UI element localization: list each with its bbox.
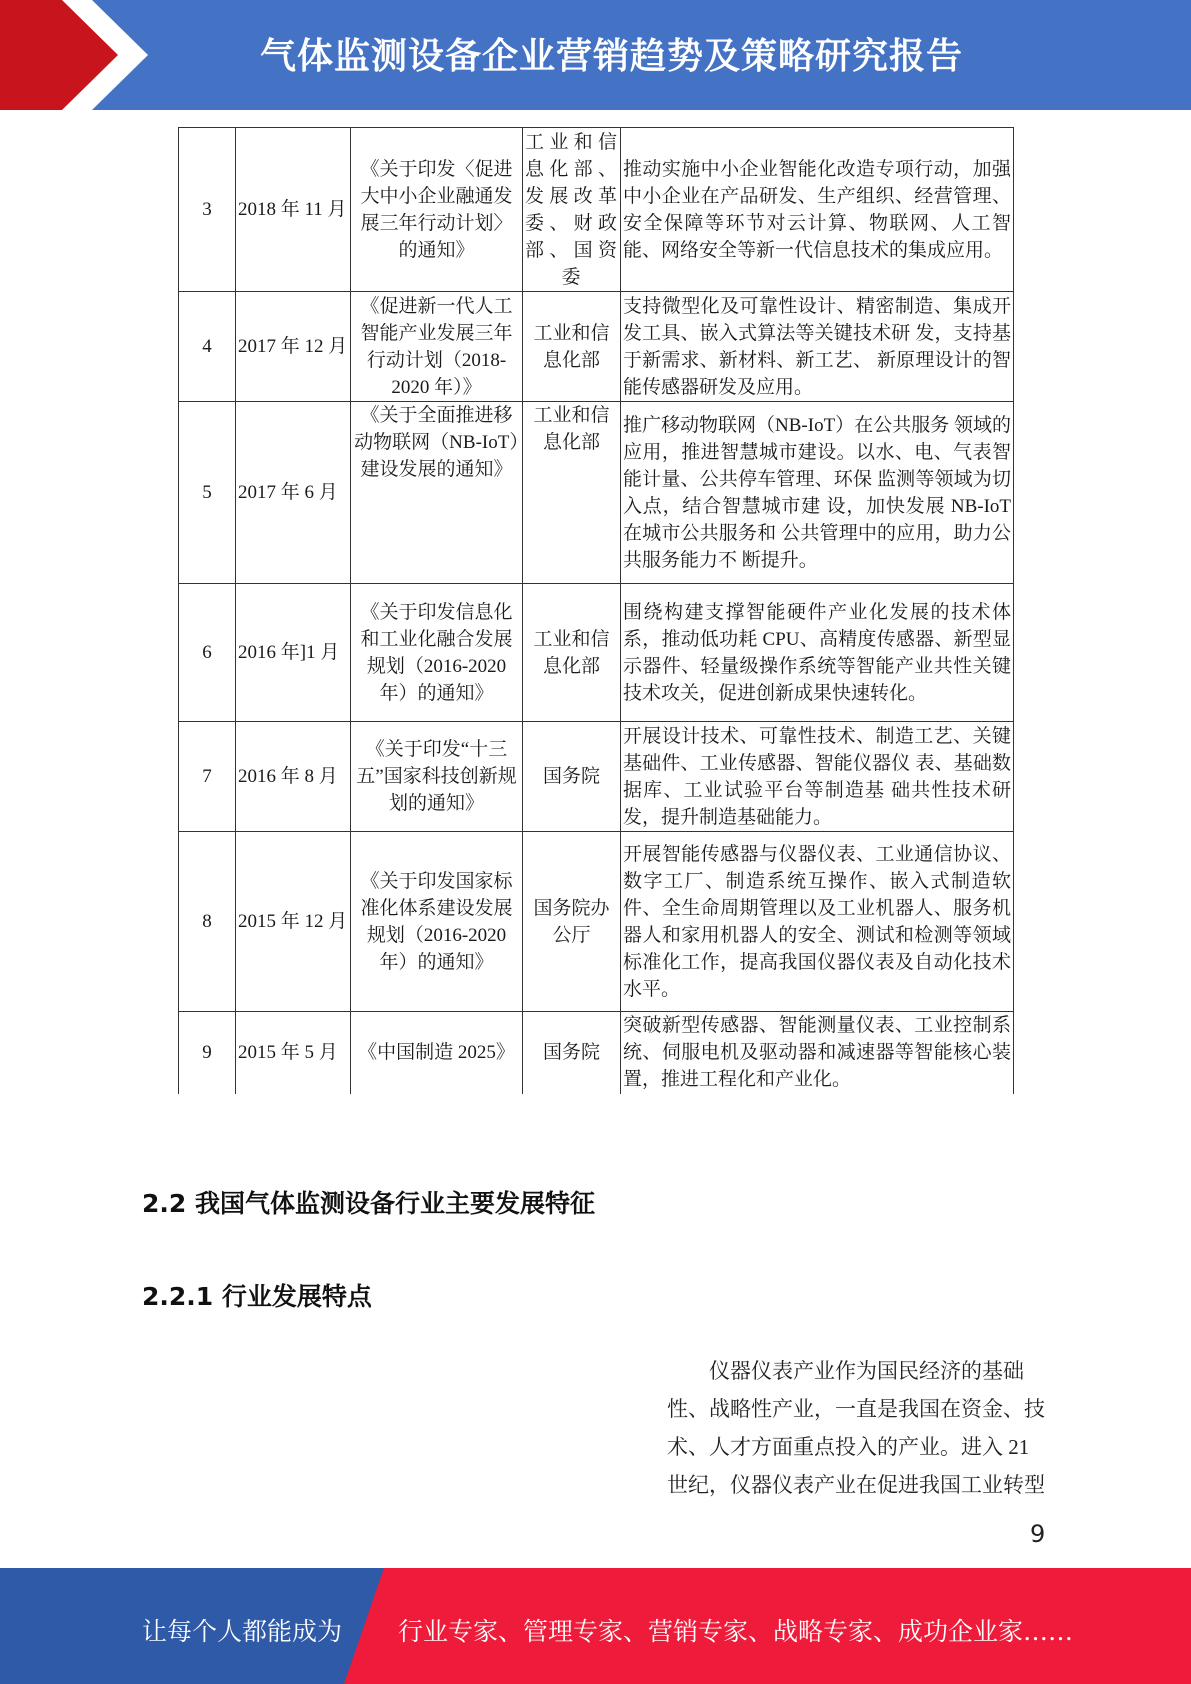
row-document: 《关于印发信息化和工业化融合发展规划（2016-2020 年）的通知》 [351, 584, 523, 722]
table-row [179, 128, 1014, 292]
row-content: 推广移动物联网（NB-IoT）在公共服务 领域的应用，推进智慧城市建设。以水、电、气表智能计量、公共停车管理、环保 监测等领域为切入点，结合智慧城市建 设，加快发展 NB-IoT 在城市公共服务和 公共管理中的应用，助力公共服务能力不 断提升。 [621, 402, 1014, 584]
row-department: 工业和信息化部 [523, 292, 621, 402]
table-row [179, 1012, 1014, 1094]
row-document: 《关于全面推进移动物联网（NB-IoT）建设发展的通知》 [351, 402, 523, 584]
row-date: 2016 年 8 月 [236, 722, 351, 832]
row-number: 6 [179, 584, 236, 722]
row-document: 《中国制造 2025》 [351, 1012, 523, 1094]
row-department: 工业和信息化部、发展改革委、财政部、国资委 [523, 128, 621, 292]
section-heading: 2.2 我国气体监测设备行业主要发展特征 [142, 1189, 595, 1218]
row-content: 开展设计技术、可靠性技术、制造工艺、关键基础件、工业传感器、智能仪器仪 表、基础数据库、工业试验平台等制造基 础共性技术研发，提升制造基础能力。 [621, 722, 1014, 832]
footer-slogan-right: 行业专家、管理专家、营销专家、战略专家、成功企业家…… [398, 1617, 1074, 1646]
row-department: 国务院 [523, 1012, 621, 1094]
row-content: 开展智能传感器与仪器仪表、工业通信协议、数字工厂、制造系统互操作、嵌入式制造软件、全生命周期管理以及工业机器人、服务机器人和家用机器人的安全、测试和检测等领域标准化工作，提高我国仪器仪表及自动化技术水平。 [621, 832, 1014, 1012]
table-row [179, 832, 1014, 1012]
row-number: 9 [179, 1012, 236, 1094]
row-document: 《关于印发〈促进大中小企业融通发展三年行动计划〉的通知》 [351, 128, 523, 292]
row-document: 《关于印发“十三五”国家科技创新规划的通知》 [351, 722, 523, 832]
table-row [179, 584, 1014, 722]
table-row [179, 722, 1014, 832]
row-document: 《关于印发国家标准化体系建设发展规划（2016-2020 年）的通知》 [351, 832, 523, 1012]
paragraph-line: 性、战略性产业，一直是我国在资金、技 [667, 1397, 1045, 1421]
row-date: 2017 年 6 月 [236, 402, 351, 584]
page-footer [0, 1568, 1191, 1684]
footer-slogan-left: 让每个人都能成为 [142, 1617, 343, 1646]
row-number: 8 [179, 832, 236, 1012]
row-department: 工业和信息化部 [523, 584, 621, 722]
row-content: 突破新型传感器、智能测量仪表、工业控制系统、伺服电机及驱动器和减速器等智能核心装置，推进工程化和产业化。 [621, 1012, 1014, 1094]
paragraph-line: 仪器仪表产业作为国民经济的基础 [709, 1359, 1024, 1383]
row-department: 国务院 [523, 722, 621, 832]
table-row [179, 292, 1014, 402]
row-date: 2016 年]1 月 [236, 584, 351, 722]
row-date: 2017 年 12 月 [236, 292, 351, 402]
row-content: 围绕构建支撑智能硬件产业化发展的技术体系，推动低功耗 CPU、高精度传感器、新型显示器件、轻量级操作系统等智能产业共性关键技术攻关，促进创新成果快速转化。 [621, 584, 1014, 722]
row-date: 2015 年 5 月 [236, 1012, 351, 1094]
row-number: 3 [179, 128, 236, 292]
row-content: 支持微型化及可靠性设计、精密制造、集成开发工具、嵌入式算法等关键技术研 发，支持基于新需求、新材料、新工艺、 新原理设计的智能传感器研发及应用。 [621, 292, 1014, 402]
table-row [179, 402, 1014, 584]
body-paragraph [667, 1352, 1047, 1504]
row-number: 4 [179, 292, 236, 402]
subsection-heading: 2.2.1 行业发展特点 [142, 1282, 372, 1311]
row-date: 2015 年 12 月 [236, 832, 351, 1012]
row-department: 工业和信息化部 [523, 402, 621, 584]
row-number: 7 [179, 722, 236, 832]
paragraph-line: 术、人才方面重点投入的产业。进入 21 [667, 1435, 1030, 1459]
page-header [0, 0, 1191, 110]
report-title: 气体监测设备企业营销趋势及策略研究报告 [260, 36, 964, 77]
paragraph-line: 世纪，仪器仪表产业在促进我国工业转型 [667, 1473, 1045, 1497]
row-document: 《促进新一代人工智能产业发展三年行动计划（2018-2020 年）》 [351, 292, 523, 402]
header-chevron-logo [0, 0, 160, 110]
row-number: 5 [179, 402, 236, 584]
row-content: 推动实施中小企业智能化改造专项行动，加强中小企业在产品研发、生产组织、经营管理、安全保障等环节对云计算、物联网、人工智能、网络安全等新一代信息技术的集成应用。 [621, 128, 1014, 292]
page-number: 9 [1030, 1520, 1046, 1548]
policy-table [178, 127, 1014, 1094]
row-department: 国务院办公厅 [523, 832, 621, 1012]
row-date: 2018 年 11 月 [236, 128, 351, 292]
